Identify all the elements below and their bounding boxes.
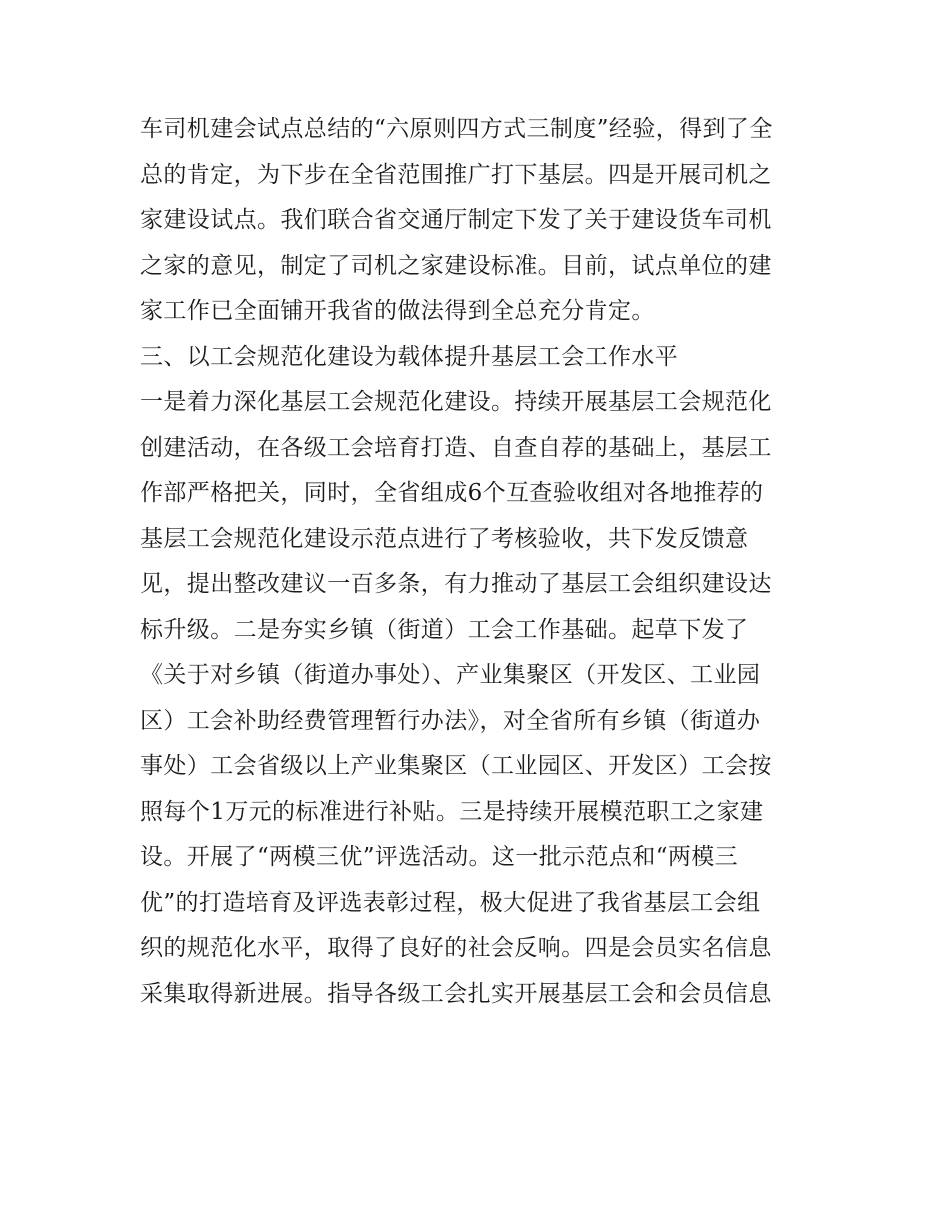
text-line-12: 标升级。二是夯实乡镇（街道）工会工作基础。起草下发了	[140, 616, 749, 643]
text-line-1: 车司机建会试点总结的“六原则四方式三制度”经验，得到了全	[140, 116, 773, 142]
text-line-4: 之家的意见，制定了司机之家建设标准。目前，试点单位的建	[140, 252, 772, 279]
text-line-3: 家建设试点。我们联合省交通厅制定下发了关于建设货车司机	[140, 207, 772, 233]
text-line-15: 事处）工会省级以上产业集聚区（工业园区、开发区）工会按	[140, 753, 772, 779]
body-text	[140, 107, 830, 1017]
text-line-10: 基层工会规范化建设示范点进行了考核验收，共下发反馈意	[140, 525, 749, 552]
text-line-2: 总的肯定，为下步在全省范围推广打下基层。四是开展司机之	[140, 161, 772, 188]
text-line-16: 照每个1万元的标准进行补贴。三是持续开展模范职工之家建	[140, 798, 764, 825]
text-line-19: 织的规范化水平，取得了良好的社会反响。四是会员实名信息	[140, 935, 772, 961]
text-line-11: 见，提出整改建议一百多条，有力推动了基层工会组织建设达	[140, 571, 772, 597]
text-line-18: 优”的打造培育及评选表彰过程，极大促进了我省基层工会组	[140, 889, 761, 916]
text-line-20: 采集取得新进展。指导各级工会扎实开展基层工会和会员信息	[140, 980, 772, 1007]
section-heading: 三、以工会规范化建设为载体提升基层工会工作水平	[140, 343, 679, 370]
text-line-13: 《关于对乡镇（街道办事处）、产业集聚区（开发区、工业园	[140, 662, 761, 688]
text-line-7: 一是着力深化基层工会规范化建设。持续开展基层工会规范化	[140, 389, 772, 415]
text-line-5: 家工作已全面铺开我省的做法得到全总充分肯定。	[140, 298, 655, 324]
text-line-17: 设。开展了“两模三优”评选活动。这一批示范点和“两模三	[140, 844, 739, 870]
text-line-9: 作部严格把关，同时，全省组成6个互查验收组对各地推荐的	[140, 480, 764, 506]
text-line-14: 区）工会补助经费管理暂行办法》，对全省所有乡镇（街道办	[140, 707, 761, 734]
text-line-8: 创建活动，在各级工会培育打造、自查自荐的基础上，基层工	[140, 434, 772, 461]
